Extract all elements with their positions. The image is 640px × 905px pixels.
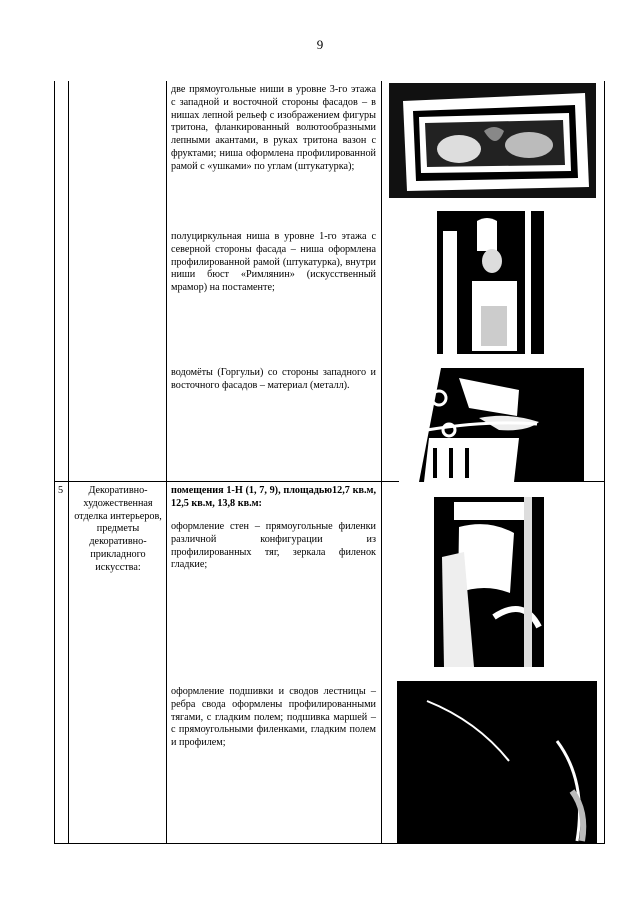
triton-relief-photo <box>389 83 596 198</box>
description-item-gargoyles: водомёты (Горгульи) со стороны западного и восточного фасадов – материал (металл). <box>171 367 376 391</box>
row-name: Декоративно-художественная отделка интерьеров, предметы декоративно-прикладного искусства: <box>74 485 162 573</box>
description-item-staircase: оформление подшивки и сводов лестницы – ребра свода оформлены профилированными тягами, с гладким полем; подшивка маршей – с прямоугольными филенками, гладким полем и профилем; <box>171 686 376 749</box>
staircase-vault-photo <box>397 681 597 843</box>
row-number: 5 <box>58 485 64 496</box>
table-border-left <box>54 81 55 844</box>
column-divider-number <box>68 81 69 844</box>
wall-panels-photo <box>434 497 544 667</box>
description-item-bust-niche: полуциркульная ниша в уровне 1-го этажа с северной стороны фасада – ниша оформлена профилированной рамой (штукатурка), внутри ниши бюст «Римлянин» (искусственный мрамор) на постаменте; <box>171 231 376 294</box>
description-item-walls: оформление стен – прямоугольные филенки различной конфигурации из профилированных тяг, зеркала филенок гладкие; <box>171 521 376 571</box>
table-border-bottom <box>54 843 605 844</box>
description-item-triton-niches: две прямоугольные ниши в уровне 3-го этажа с западной и восточной стороны фасадов – в нишах лепной рельеф с изображением фигуры тритона, фланкированный волютообразными лепными акантами, в руках тритона вазон с фруктами; ниша оформлена профилированной рамой с «ушками» по углам (штукатурка); <box>171 84 376 172</box>
premises-heading: помещения 1-Н (1, 7, 9), площадью12,7 кв.м, 12,5 кв.м, 13,8 кв.м: <box>171 485 376 509</box>
monument-table <box>54 81 605 844</box>
bust-niche-photo <box>437 211 544 354</box>
column-divider-description <box>381 81 382 844</box>
gargoyle-photo <box>399 368 584 482</box>
table-border-right <box>604 81 605 844</box>
page-number: 9 <box>316 37 324 52</box>
column-divider-name <box>166 81 167 844</box>
